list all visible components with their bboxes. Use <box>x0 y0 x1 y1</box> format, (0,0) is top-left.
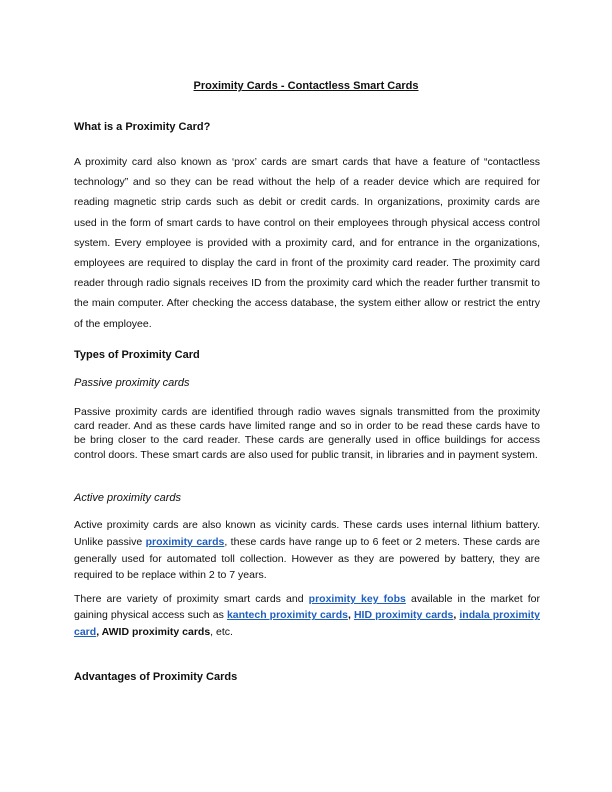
separator-comma-2: , <box>453 609 460 622</box>
awid-proximity-cards-text: AWID proximity cards <box>101 625 211 638</box>
heading-advantages: Advantages of Proximity Cards <box>74 671 238 683</box>
active-text-2: , these cards have range up to 6 feet or 2 meters. These cards are generally used for automated toll collection. However as they are powered by battery, they are required to be replace within 2 to 7 years. <box>74 535 540 582</box>
active-subheading: Active proximity cards <box>74 492 181 504</box>
intro-paragraph: A proximity card also known as ‘prox’ cards are smart cards that have a feature of “contactless technology” and so they can be read without the help of a reader device which are required for reading magnetic strip cards such as debit or credit cards. In organizations, proximity cards are used in the form of smart cards to have control on their employees through physical access control system. Every employee is provided with a proximity card, and for entrance in the organizations, employees are required to display the card in front of the proximity card reader. The proximity card reader through radio signals receives ID from the proximity card which the reader further transmit to the main computer. After checking the access database, the system either allow or restrict the entry of the employee. <box>74 156 540 330</box>
active-paragraph <box>74 517 540 584</box>
variety-paragraph <box>74 591 540 640</box>
kantech-proximity-cards-link[interactable]: kantech proximity cards <box>226 609 348 622</box>
proximity-cards-link[interactable]: proximity cards <box>145 535 225 548</box>
variety-text-1: There are variety of proximity smart cards and <box>74 593 309 605</box>
variety-text-2: available in the market for gaining physical access such as <box>74 593 540 622</box>
passive-subheading: Passive proximity cards <box>74 377 190 389</box>
separator-comma-1: , <box>347 609 354 622</box>
active-text-1: Active proximity cards are also known as vicinity cards. These cards uses internal lithium battery. Unlike passive <box>74 519 540 548</box>
variety-text-end: , etc. <box>210 625 233 638</box>
heading-types: Types of Proximity Card <box>74 349 200 361</box>
heading-what-is-proximity-card: What is a Proximity Card? <box>74 121 211 133</box>
document-title: Proximity Cards - Contactless Smart Cards <box>193 80 419 92</box>
proximity-key-fobs-link[interactable]: proximity key fobs <box>308 593 406 605</box>
separator-comma-3: , <box>96 625 102 638</box>
passive-paragraph: Passive proximity cards are identified through radio waves signals transmitted from the proximity card reader. And as these cards have limited range and so in order to be read these cards have to be bring closer to the card reader. These cards are generally used in office buildings for access control doors. These smart cards are also used for public transit, in libraries and in payment system. <box>74 406 540 461</box>
indala-proximity-card-link[interactable]: indala proximity card <box>74 609 540 638</box>
hid-proximity-cards-link[interactable]: HID proximity cards <box>353 609 454 622</box>
